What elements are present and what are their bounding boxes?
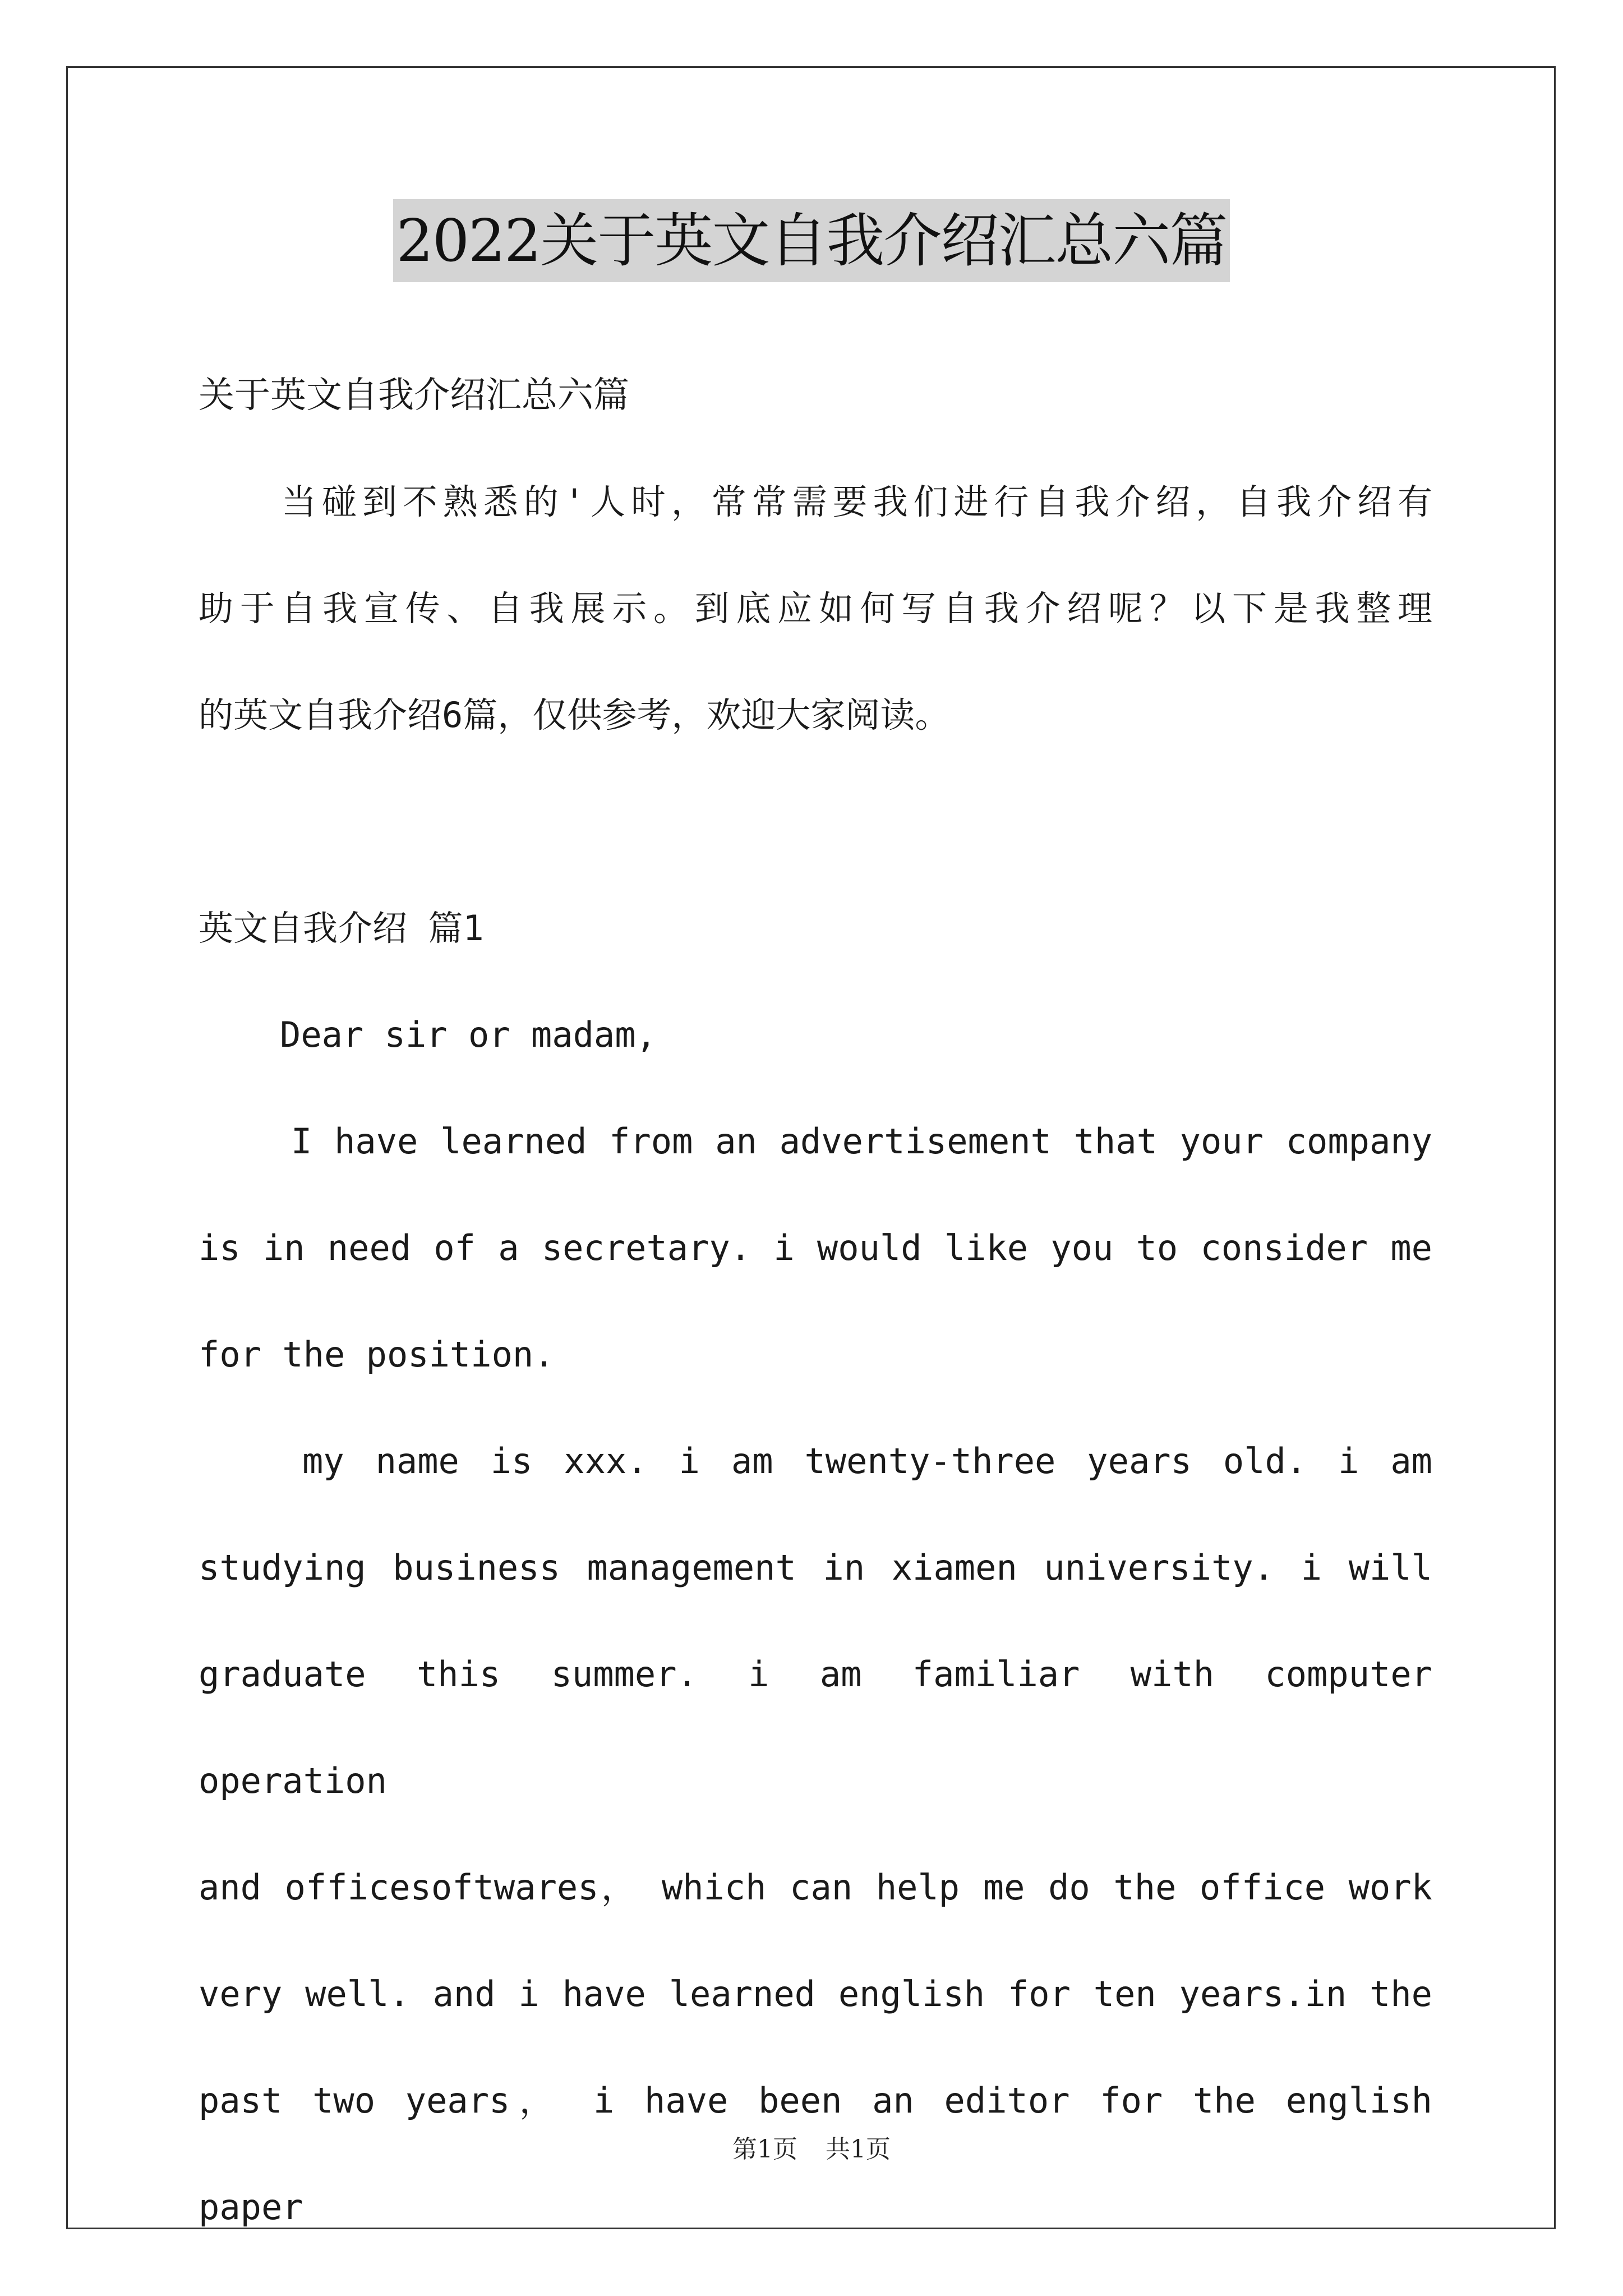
page-total: 共1页 xyxy=(826,2135,891,2164)
paragraph-line: for the position. xyxy=(199,1334,555,1375)
paragraph-line: studying business management in xiamen university. i will xyxy=(199,1547,1432,1588)
salutation: Dear sir or madam, xyxy=(280,1014,657,1055)
paragraph-line: my name is xxx. i am twenty-three years old. i am xyxy=(302,1441,1432,1481)
paragraph-line: very well. and i have learned english for ten years.in the xyxy=(199,1973,1432,2014)
paragraph-line: I have learned from an advertisement that your company xyxy=(291,1121,1432,1162)
intro-line: 助于自我宣传、自我展示。到底应如何写自我介绍呢？以下是我整理 xyxy=(199,588,1432,629)
document-subtitle: 关于英文自我介绍汇总六篇 xyxy=(199,375,629,416)
page-number: 第1页 xyxy=(732,2135,797,2164)
paragraph-line: is in need of a secretary. i would like you to consider me xyxy=(199,1227,1432,1268)
document-body xyxy=(199,342,1432,2261)
intro-line: 当碰到不熟悉的'人时，常常需要我们进行自我介绍，自我介绍有 xyxy=(282,481,1432,522)
intro-line: 的英文自我介绍6篇，仅供参考，欢迎大家阅读。 xyxy=(199,694,950,735)
page-footer xyxy=(0,2129,1623,2165)
paragraph-line: graduate this summer. i am familiar with computer operation xyxy=(199,1654,1432,1801)
paragraph-line: and officesoftwares， which can help me do the office work xyxy=(199,1867,1432,1908)
title-container xyxy=(0,199,1623,282)
document-title: 2022关于英文自我介绍汇总六篇 xyxy=(393,199,1230,282)
paragraph-spacer xyxy=(199,769,1432,875)
section-heading: 英文自我介绍 篇1 xyxy=(199,908,484,949)
paragraph-line: past two years， i have been an editor for the english paper xyxy=(199,2080,1432,2228)
